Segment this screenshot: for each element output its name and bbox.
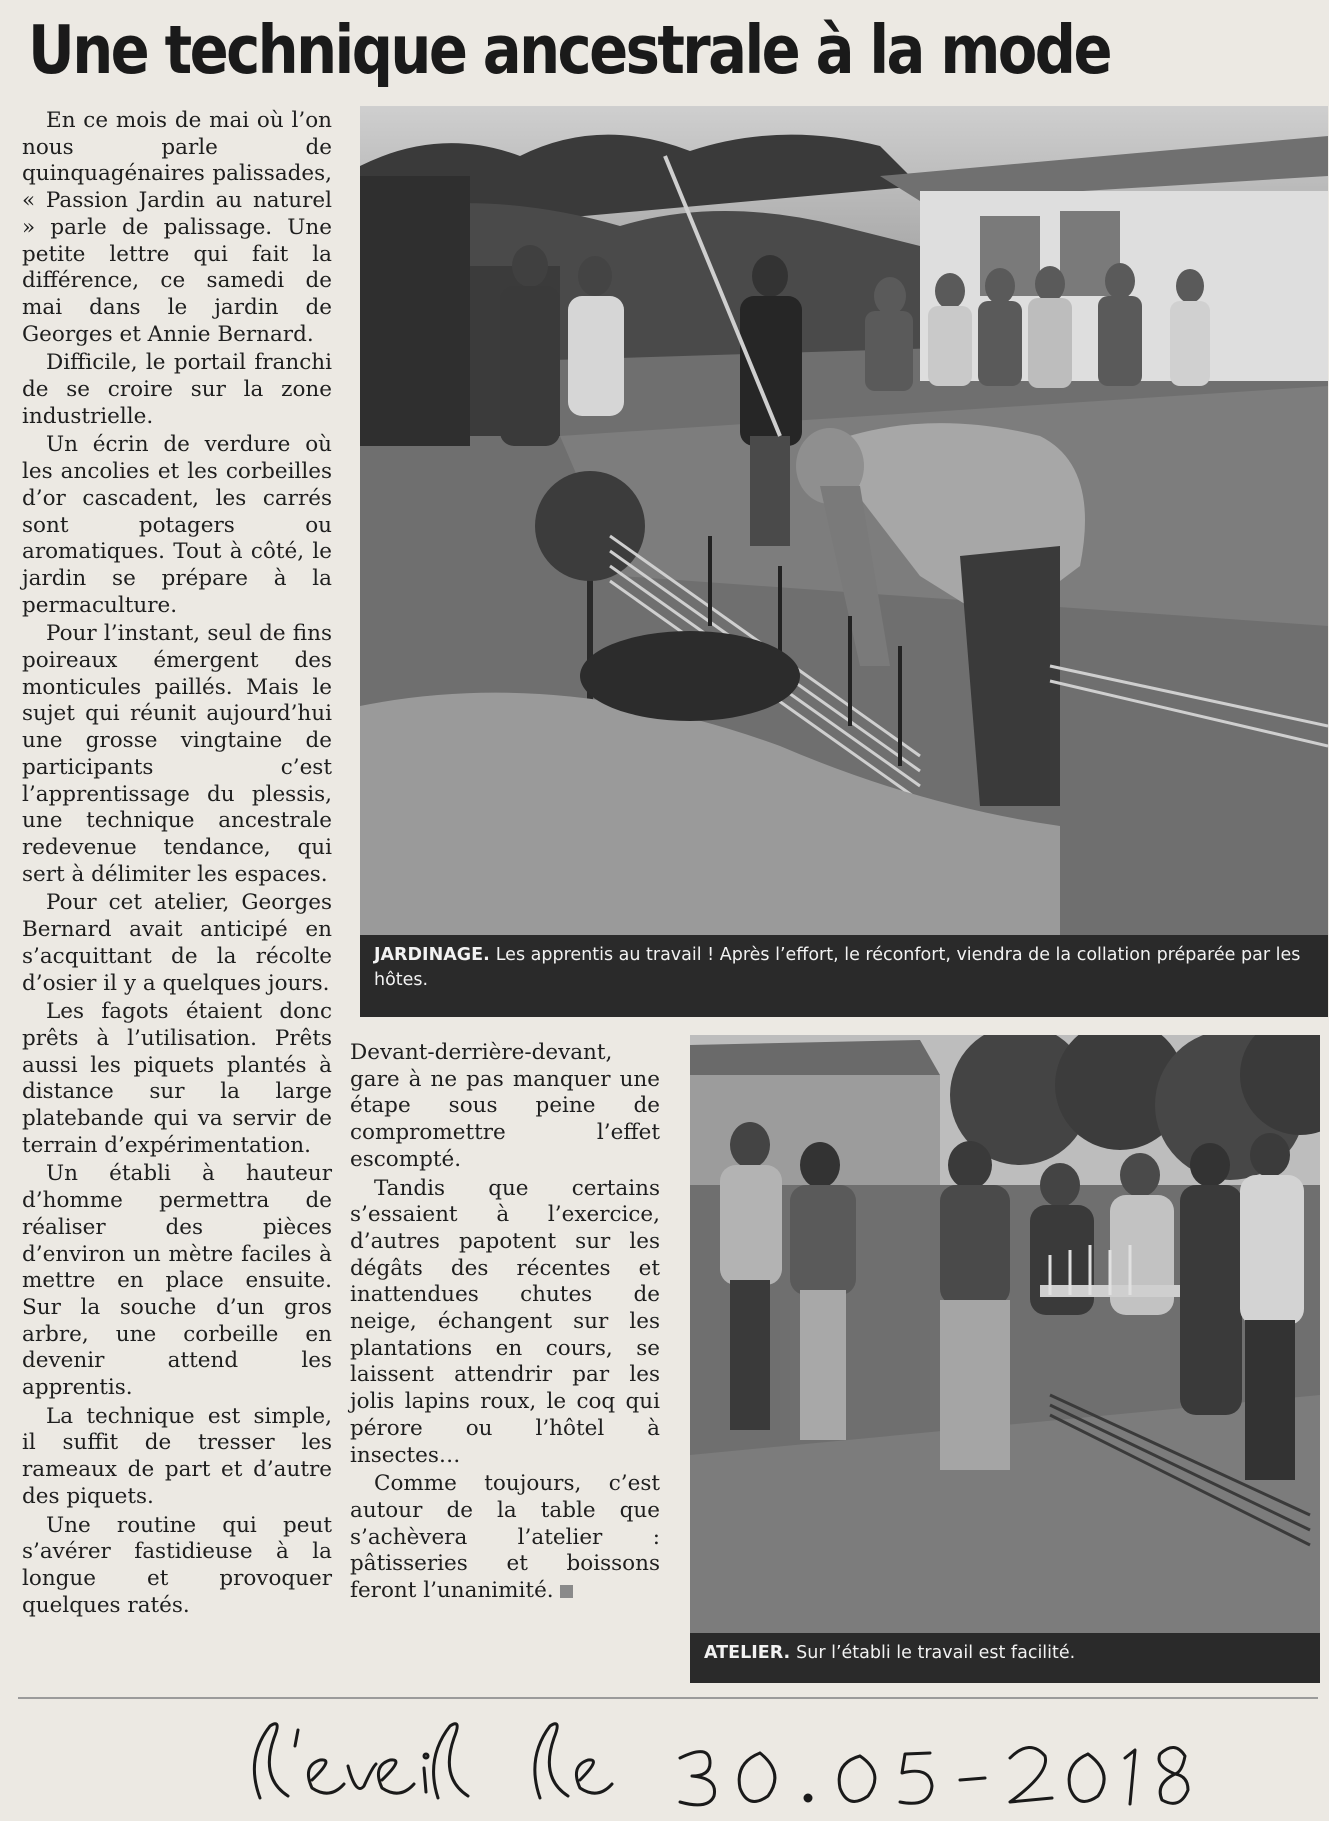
photo-caption-1 (360, 935, 1328, 1017)
paragraph: Une routine qui peut s’avérer fastidieuse à la longue et provoquer quelques ratés. (22, 1512, 332, 1618)
caption-kicker: JARDINAGE. (374, 945, 490, 965)
caption-text: Les apprentis au travail ! Après l’effort, le réconfort, viendra de la collation préparée par les hôtes. (374, 945, 1301, 990)
paragraph-text: Comme toujours, c’est autour de la table que s’achèvera l’atelier : pâtisseries et boissons feront l’unanimité. (350, 1471, 660, 1604)
handwritten-date-note (240, 1718, 1200, 1812)
workbench-group-photo (690, 1035, 1320, 1633)
paragraph: Devant-derrière-devant, gare à ne pas manquer une étape sous peine de compromettre l’effet escompté. (350, 1040, 660, 1172)
article-column-1 (22, 108, 332, 1621)
garden-workshop-photo (360, 106, 1328, 935)
paragraph: En ce mois de mai où l’on nous parle de quinquagénaires palissades, « Passion Jardin au naturel » parle de palissage. Une petite lettre qui fait la différence, ce samedi de mai dans le jardin de Georges et Annie Bernard. (22, 108, 332, 347)
photo-caption-2 (690, 1633, 1320, 1683)
paragraph: Pour cet atelier, Georges Bernard avait anticipé en s’acquittant de la récolte d’osier il y a quelques jours. (22, 890, 332, 996)
paragraph: Les fagots étaient donc prêts à l’utilisation. Prêts aussi les piquets plantés à distance sur la large platebande qui va servir de terrain d’expérimentation. (22, 999, 332, 1158)
caption-kicker: ATELIER. (704, 1643, 791, 1663)
article-column-2 (350, 1040, 660, 1607)
end-mark-icon (560, 1585, 573, 1598)
paragraph: Difficile, le portail franchi de se croire sur la zone industrielle. (22, 350, 332, 429)
paragraph: La technique est simple, il suffit de tresser les rameaux de part et d’autre des piquets. (22, 1403, 332, 1509)
paragraph: Tandis que certains s’essaient à l’exercice, d’autres papotent sur les dégâts des récentes et inattendues chutes de neige, échangent sur les plantations en cours, se laissent attendrir par les jolis lapins roux, le coq qui pérore ou l’hôtel à insectes… (350, 1175, 660, 1468)
paragraph: Un établi à hauteur d’homme permettra de réaliser des pièces d’environ un mètre faciles à mettre en place ensuite. Sur la souche d’un gros arbre, une corbeille en devenir attend les apprentis. (22, 1161, 332, 1401)
divider (18, 1697, 1318, 1699)
paragraph (350, 1471, 660, 1605)
paragraph: Pour l’instant, seul de fins poireaux émergent des monticules paillés. Mais le sujet qui réunit aujourd’hui une grosse vingtaine de participants c’est l’apprentissage du plessis, une technique ancestrale redevenue tendance, qui sert à délimiter les espaces. (22, 621, 332, 887)
paragraph: Un écrin de verdure où les ancolies et les corbeilles d’or cascadent, les carrés sont potagers ou aromatiques. Tout à côté, le jardin se prépare à la permaculture. (22, 432, 332, 618)
caption-text: Sur l’établi le travail est facilité. (796, 1643, 1076, 1663)
headline: Une technique ancestrale à la mode (28, 11, 1110, 89)
